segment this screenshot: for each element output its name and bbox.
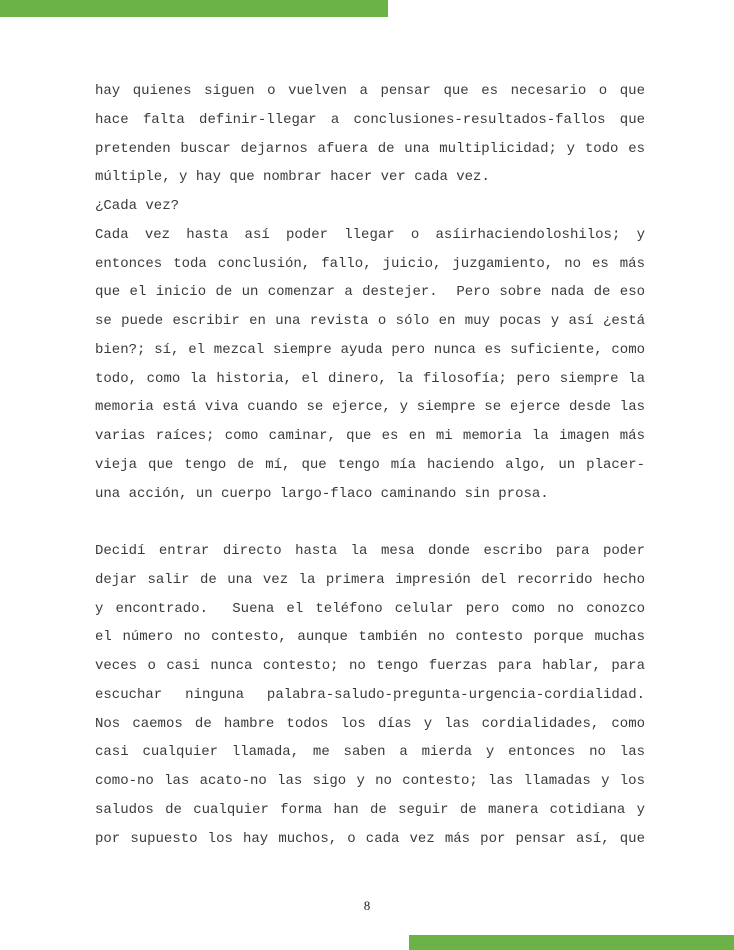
- text-line: ¿Cada vez?: [95, 198, 180, 214]
- text-line: Decidí entrar directo hasta la mesa donde escribo para poder: [95, 543, 645, 559]
- text-line: hace falta definir-llegar a conclusiones-resultados-fallos que: [95, 111, 645, 128]
- text-line: Cada vez hasta así poder llegar o asíirhaciendoloshilos; y: [95, 226, 645, 243]
- text-line: por supuesto los hay muchos, o cada vez más por pensar así, que: [95, 830, 645, 847]
- text-line: el número no contesto, aunque también no contesto porque muchas: [95, 629, 645, 646]
- text-line: una acción, un cuerpo largo-flaco caminando sin prosa.: [95, 485, 549, 502]
- text-line: escuchar ninguna palabra-saludo-pregunta-urgencia-cordialidad.: [95, 686, 645, 703]
- text-line: saludos de cualquier forma han de seguir de manera cotidiana y: [95, 801, 645, 818]
- page-number: 8: [363, 898, 371, 913]
- text-line: hay quienes siguen o vuelven a pensar que es necesario o que: [95, 83, 645, 99]
- text-line: casi cualquier llamada, me saben a mierda y entonces no las: [95, 744, 645, 761]
- top-accent-bar: [0, 0, 388, 17]
- text-line: todo, como la historia, el dinero, la filosofía; pero siempre la: [95, 370, 645, 387]
- text-line: veces o casi nunca contesto; no tengo fuerzas para hablar, para: [95, 658, 645, 674]
- text-line: que el inicio de un comenzar a destejer. Pero sobre nada de eso: [95, 284, 645, 301]
- text-line: como-no las acato-no las sigo y no contesto; las llamadas y los: [95, 773, 645, 789]
- text-line: se puede escribir en una revista o sólo en muy pocas y así ¿está: [95, 313, 645, 329]
- page-text: [95, 77, 645, 853]
- text-line: múltiple, y hay que nombrar hacer ver cada vez.: [95, 169, 490, 186]
- text-line: dejar salir de una vez la primera impresión del recorrido hecho: [95, 571, 645, 588]
- text-line: memoria está viva cuando se ejerce, y siempre se ejerce desde las: [95, 399, 645, 416]
- text-line: Nos caemos de hambre todos los días y las cordialidades, como: [95, 715, 645, 732]
- text-line: vieja que tengo de mí, que tengo mía haciendo algo, un placer-: [95, 456, 645, 473]
- text-line: y encontrado. Suena el teléfono celular pero como no conozco: [95, 600, 645, 617]
- paragraph-break: [95, 508, 645, 537]
- text-line: bien?; sí, el mezcal siempre ayuda pero nunca es suficiente, como: [95, 341, 645, 358]
- text-line: pretenden buscar dejarnos afuera de una multiplicidad; y todo es: [95, 140, 645, 157]
- text-line: varias raíces; como caminar, que es en mi memoria la imagen más: [95, 428, 645, 444]
- text-line: entonces toda conclusión, fallo, juicio, juzgamiento, no es más: [95, 255, 645, 272]
- bottom-accent-bar: [409, 935, 734, 950]
